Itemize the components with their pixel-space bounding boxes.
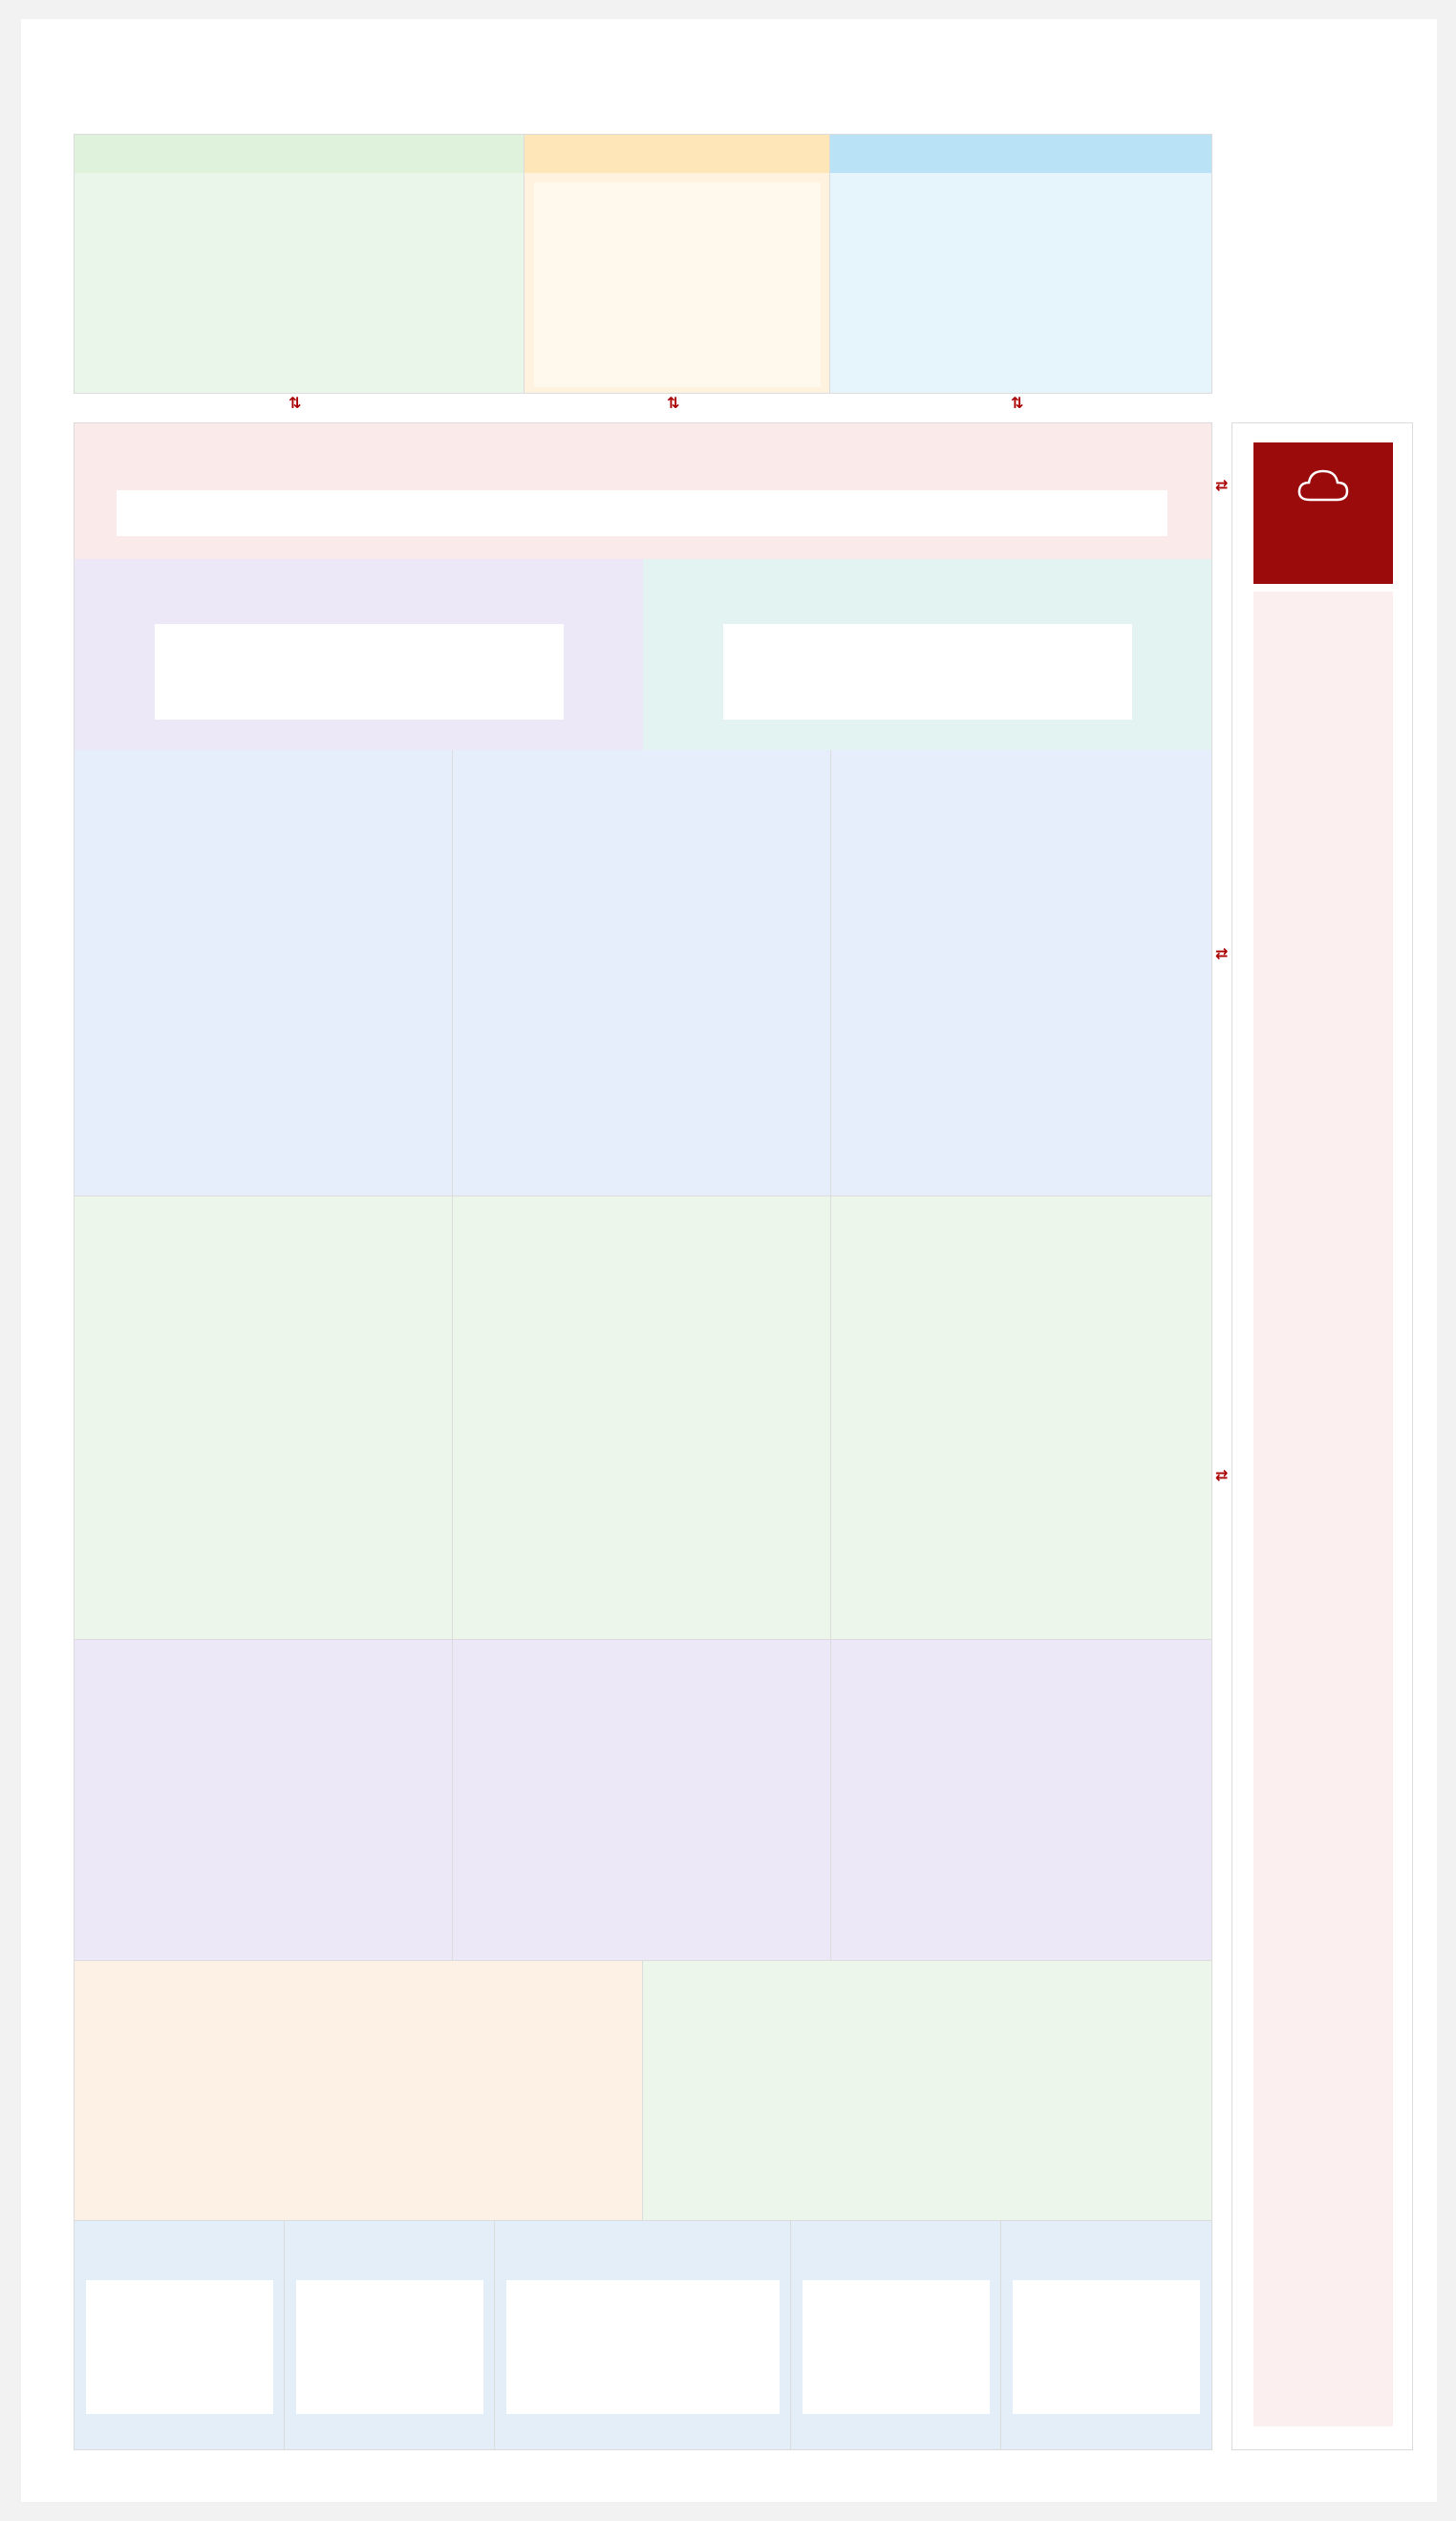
- custom-panel: [75, 1960, 643, 2220]
- arrow-right-3: ⇄: [1215, 1466, 1229, 1484]
- industry-panel: [453, 1196, 831, 1639]
- devices-panel: [525, 134, 830, 394]
- thirdparty-list: [1253, 592, 1393, 2426]
- monitor-panel: [831, 1639, 1211, 1960]
- visitors-grid: [82, 183, 518, 387]
- browsers-panel: [830, 134, 1212, 394]
- footer-row: [75, 2220, 1211, 2449]
- visitors-header: [75, 135, 524, 173]
- allmedia-panel: [831, 1196, 1211, 1639]
- lang-box: [723, 624, 1132, 720]
- crypto-col: [791, 2221, 1001, 2450]
- crypto-text: [803, 2280, 990, 2414]
- arrow-right-2: ⇄: [1215, 944, 1229, 962]
- users-panel: [75, 750, 453, 1196]
- db-col: [285, 2221, 495, 2450]
- architecture-page: [21, 19, 1437, 2502]
- arrow-1: ⇅: [289, 394, 302, 412]
- os-text: [86, 2280, 273, 2414]
- mw-col: [495, 2221, 791, 2450]
- operation-panel: [453, 1639, 831, 1960]
- thirdparty-panel: [1231, 422, 1413, 2450]
- ops-panel: [75, 1639, 453, 1960]
- security-panel: [831, 750, 1211, 1196]
- arrow-right-1: ⇄: [1215, 476, 1229, 494]
- arrow-2: ⇅: [667, 394, 680, 412]
- dataopen-panel: [453, 750, 831, 1196]
- basicapp-panel: [75, 1196, 453, 1639]
- core-panel: [643, 1960, 1211, 2220]
- db-text: [296, 2280, 483, 2414]
- arrow-3: ⇅: [1011, 394, 1024, 412]
- mw-text: [506, 2280, 780, 2414]
- ip-col: [1001, 2221, 1211, 2450]
- os-col: [75, 2221, 285, 2450]
- browsers-header: [830, 135, 1211, 173]
- lang-panel: [643, 559, 1211, 750]
- ip-text: [1013, 2280, 1200, 2414]
- media-panel: [75, 559, 643, 750]
- main-area: [74, 422, 1212, 2450]
- media-box: [155, 624, 564, 720]
- devices-grid: [534, 183, 821, 387]
- browsers-grid: [830, 183, 1212, 387]
- sitegroup-panel: [75, 423, 1211, 559]
- sitegroup-sites: [117, 490, 1167, 536]
- visitors-panel: [74, 134, 525, 394]
- thirdparty-header: [1253, 442, 1393, 584]
- api-cloud-icon: [1295, 463, 1352, 507]
- devices-header: [525, 135, 829, 173]
